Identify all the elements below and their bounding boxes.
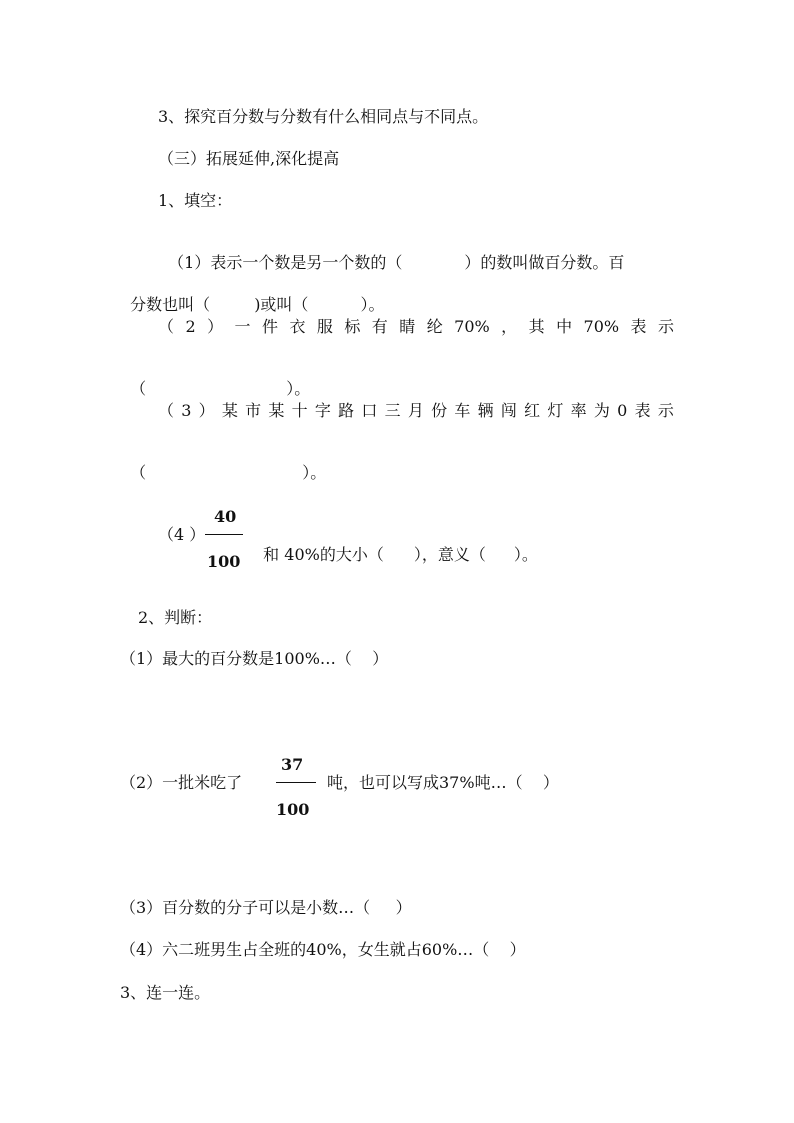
fill-q3-token: 路	[338, 401, 355, 420]
fill-q3-token: 红	[524, 401, 541, 420]
fill-q2-token: 中	[556, 317, 573, 336]
part-3-title: （三）拓展延伸,深化提高	[158, 149, 340, 168]
fill-q4-numerator: 40	[214, 507, 237, 526]
judge-title: 2、判断：	[138, 608, 213, 627]
judge-q2-fraction-bar	[276, 782, 316, 783]
judge-q2-prefix: （2）一批米吃了	[120, 773, 243, 792]
fill-q2-token: 其	[528, 317, 545, 336]
judge-q2-numerator: 37	[281, 755, 304, 774]
fill-q2-token: 标	[344, 317, 361, 336]
fill-q3-close-paren: ）。	[302, 463, 327, 482]
fill-q4-fraction-bar	[205, 534, 243, 535]
fill-q3-token: 为	[593, 401, 610, 420]
fill-q1-text-d: )或叫（	[254, 295, 309, 314]
fill-q2-token: 件	[261, 317, 278, 336]
fill-q3-token: 某	[221, 401, 238, 420]
fill-q4-text-mid: ），意义（	[413, 545, 486, 564]
fill-in-title: 1、填空：	[158, 191, 233, 210]
fill-q3-token: （	[158, 401, 175, 420]
judge-q1: （1）最大的百分数是100%…（ ）	[120, 649, 389, 668]
fill-q4-denominator: 100	[207, 552, 241, 571]
fill-q1-text-b: ）的数叫做百分数。百	[464, 253, 625, 272]
fill-q3-token: 3	[181, 401, 192, 420]
fill-q3-token: 三	[384, 401, 401, 420]
fill-q3-token: 率	[570, 401, 587, 420]
fill-q2-token: 示	[657, 317, 674, 336]
fill-q4-prefix: （4 ）	[158, 525, 206, 544]
fill-q3-token: 口	[361, 401, 378, 420]
judge-q2-denominator: 100	[276, 800, 310, 819]
fill-q2-token: （	[158, 317, 175, 336]
fill-q1-line2	[120, 275, 384, 315]
fill-q2-token: 衣	[289, 317, 306, 336]
fill-q2-token: 一	[234, 317, 251, 336]
fill-q3-token: 字	[314, 401, 331, 420]
judge-q3: （3）百分数的分子可以是小数…（ ）	[120, 898, 412, 917]
fill-q3-open-paren: （	[130, 463, 147, 482]
fill-q3-token: 份	[431, 401, 448, 420]
fill-q3-token: ）	[198, 401, 215, 420]
judge-q2-suffix: 吨，也可以写成37%吨…（ ）	[327, 773, 559, 792]
fill-q1-line1	[158, 233, 624, 273]
fill-q3-token: 某	[268, 401, 285, 420]
fill-q2-line1	[158, 317, 674, 337]
fill-q2-token: 70%	[583, 317, 620, 336]
fill-q2-token: 70%	[454, 317, 490, 336]
connect-title: 3、连一连。	[120, 983, 211, 1002]
fill-q3-line1	[158, 401, 674, 421]
fill-q2-token: 服	[316, 317, 333, 336]
fill-q2-token: 睛	[399, 317, 416, 336]
fill-q3-token: 闯	[500, 401, 517, 420]
fill-q2-token: 2	[185, 317, 196, 336]
fill-q1-text-a: （1）表示一个数是另一个数的（	[168, 253, 403, 272]
fill-q2-token: ，	[501, 317, 518, 336]
fill-q3-token: 月	[407, 401, 424, 420]
fill-q2-token: ）	[207, 317, 224, 336]
fill-q4-text-end: ）。	[513, 545, 538, 564]
fill-q3-token: 市	[245, 401, 262, 420]
fill-q2-token: 表	[630, 317, 647, 336]
fill-q3-token: 十	[291, 401, 308, 420]
fill-q3-token: 0	[617, 401, 628, 420]
judge-q4: （4）六二班男生占全班的40%，女生就占60%…（ ）	[120, 940, 526, 959]
fill-q2-token: 纶	[426, 317, 443, 336]
fill-q1-text-e: ）。	[360, 295, 385, 314]
fill-q1-text-c: 分数也叫（	[130, 295, 211, 314]
item-3-explore: 3、探究百分数与分数有什么相同点与不同点。	[158, 107, 489, 126]
fill-q3-token: 灯	[547, 401, 564, 420]
fill-q4-text-after: 和 40%的大小（	[263, 545, 384, 564]
fill-q3-token: 辆	[477, 401, 494, 420]
fill-q3-token: 表	[634, 401, 651, 420]
fill-q4-rest	[253, 525, 538, 565]
fill-q3-token: 示	[657, 401, 674, 420]
fill-q2-close-paren: ）。	[286, 379, 311, 398]
fill-q2-line2	[120, 359, 310, 399]
fill-q2-token: 有	[371, 317, 388, 336]
fill-q3-token: 车	[454, 401, 471, 420]
fill-q2-open-paren: （	[130, 379, 147, 398]
fill-q3-line2	[120, 443, 326, 483]
